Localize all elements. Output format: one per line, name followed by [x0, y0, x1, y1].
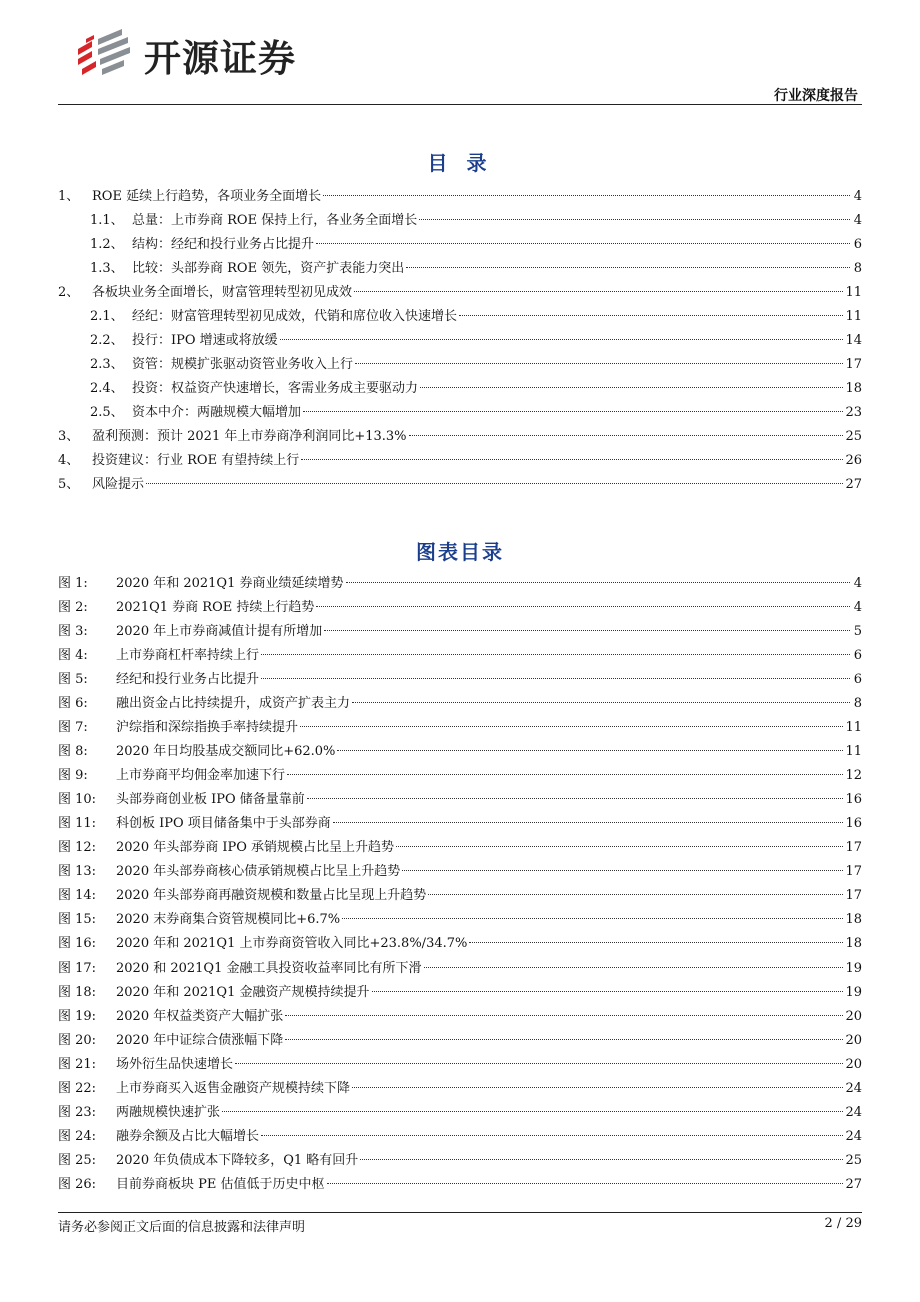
entry-title: 总量：上市券商 ROE 保持上行，各业务全面增长 [132, 213, 418, 228]
entry-page-number: 16 [845, 792, 862, 808]
entry-title: 2020 年头部券商核心债承销规模占比呈上升趋势 [116, 864, 401, 880]
dot-leader [261, 1135, 843, 1136]
entry-title: 2020 年负债成本下降较多，Q1 略有回升 [116, 1152, 359, 1168]
toc-section-entry[interactable] [58, 425, 862, 449]
entry-title: 上市券商杠杆率持续上行 [116, 648, 260, 664]
entry-number: 1.2、 [90, 237, 124, 252]
toc-section-entry[interactable] [58, 185, 862, 209]
entry-title: 2020 年权益类资产大幅扩张 [116, 1008, 284, 1024]
entry-title: 2020 年头部券商再融资规模和数量占比呈现上升趋势 [116, 888, 427, 904]
entry-title: 2020 年上市券商减值计提有所增加 [116, 624, 323, 640]
figure-entry[interactable] [58, 836, 862, 860]
page-header [0, 0, 920, 110]
footer-divider [58, 1212, 862, 1213]
entry-page-number: 24 [845, 1104, 862, 1120]
figure-entry[interactable] [58, 596, 862, 620]
entry-number: 图 21: [58, 1056, 97, 1072]
dot-leader [307, 798, 844, 799]
entry-number: 图 11: [58, 816, 97, 832]
entry-page-number: 8 [853, 696, 862, 712]
dot-leader [396, 846, 843, 847]
figure-entry[interactable] [58, 692, 862, 716]
entry-number: 图 24: [58, 1128, 97, 1144]
dot-leader [327, 1183, 844, 1184]
entry-page-number: 11 [845, 720, 862, 736]
entry-number: 1.3、 [90, 261, 124, 276]
entry-page-number: 6 [853, 648, 862, 664]
entry-page-number: 17 [845, 840, 862, 856]
dot-leader [316, 606, 850, 607]
report-type-label: 行业深度报告 [774, 88, 858, 104]
dot-leader [261, 654, 850, 655]
entry-page-number: 12 [845, 768, 862, 784]
entry-page-number: 6 [853, 672, 862, 688]
dot-leader [235, 1063, 843, 1064]
entry-number: 图 14: [58, 888, 97, 904]
entry-number: 3、 [58, 429, 80, 444]
entry-page-number: 20 [845, 1008, 862, 1024]
figure-entry[interactable] [58, 1053, 862, 1077]
entry-number: 图 20: [58, 1032, 97, 1048]
dot-leader [406, 267, 850, 268]
dot-leader [342, 918, 843, 919]
entry-page-number: 16 [845, 816, 862, 832]
entry-title: 2020 年和 2021Q1 金融资产规模持续提升 [116, 984, 370, 1000]
toc-subsection-entry[interactable] [58, 209, 862, 233]
dot-leader [222, 1111, 843, 1112]
figure-entry[interactable] [58, 1125, 862, 1149]
entry-page-number: 26 [845, 453, 862, 468]
entry-title: 融出资金占比持续提升，成资产扩表主力 [116, 696, 351, 712]
toc-subsection-entry[interactable] [58, 233, 862, 257]
entry-page-number: 4 [853, 600, 862, 616]
entry-page-number: 8 [853, 261, 862, 276]
entry-number: 2.5、 [90, 405, 124, 420]
toc-subsection-entry[interactable] [58, 401, 862, 425]
toc-subsection-entry[interactable] [58, 305, 862, 329]
entry-title: 2020 年日均股基成交额同比+62.0% [116, 744, 336, 760]
entry-title: 比较：头部券商 ROE 领先，资产扩表能力突出 [132, 261, 405, 276]
figure-entry[interactable] [58, 1173, 862, 1197]
figure-entry[interactable] [58, 668, 862, 692]
entry-number: 图 13: [58, 864, 97, 880]
dot-leader [280, 339, 844, 340]
entry-title: ROE 延续上行趋势，各项业务全面增长 [92, 189, 322, 204]
dot-leader [469, 942, 843, 943]
entry-page-number: 4 [853, 576, 862, 591]
brand-logo [76, 28, 296, 82]
figure-entry[interactable] [58, 716, 862, 740]
entry-title: 各板块业务全面增长，财富管理转型初见成效 [92, 285, 353, 300]
figure-entry[interactable] [58, 1149, 862, 1173]
entry-number: 1、 [58, 189, 80, 204]
entry-title: 2020 末券商集合资管规模同比+6.7% [116, 912, 341, 928]
entry-number: 图 8: [58, 744, 88, 760]
entry-title: 经纪和投行业务占比提升 [116, 672, 260, 688]
entry-page-number: 17 [845, 357, 862, 372]
figure-entry[interactable] [58, 981, 862, 1005]
dot-leader [409, 435, 844, 436]
dot-leader [428, 894, 843, 895]
dot-leader [324, 630, 850, 631]
dot-leader [285, 1015, 843, 1016]
toc-subsection-entry[interactable] [58, 353, 862, 377]
entry-page-number: 20 [845, 1056, 862, 1072]
entry-title: 结构：经纪和投行业务占比提升 [132, 237, 315, 252]
entry-title: 资管：规模扩张驱动资管业务收入上行 [132, 357, 354, 372]
entry-title: 资本中介：两融规模大幅增加 [132, 405, 302, 420]
figure-index [58, 572, 862, 1197]
entry-number: 2.3、 [90, 357, 124, 372]
entry-page-number: 27 [845, 1176, 862, 1192]
entry-title: 投资：权益资产快速增长，客需业务成主要驱动力 [132, 381, 419, 396]
brand-name: 开源证券 [144, 37, 296, 80]
entry-number: 图 26: [58, 1176, 97, 1192]
entry-number: 图 25: [58, 1152, 97, 1168]
entry-page-number: 11 [845, 309, 862, 324]
dot-leader [285, 1039, 843, 1040]
entry-title: 2020 年和 2021Q1 上市券商资管收入同比+23.8%/34.7% [116, 936, 468, 952]
entry-page-number: 14 [845, 333, 862, 348]
entry-page-number: 18 [845, 381, 862, 396]
entry-page-number: 5 [853, 624, 862, 640]
figure-entry[interactable] [58, 860, 862, 884]
toc-subsection-entry[interactable] [58, 329, 862, 353]
dot-leader [303, 411, 843, 412]
dot-leader [146, 483, 843, 484]
entry-page-number: 18 [845, 936, 862, 952]
entry-number: 图 19: [58, 1008, 97, 1024]
dot-leader [355, 363, 843, 364]
figure-entry[interactable] [58, 620, 862, 644]
entry-page-number: 19 [845, 984, 862, 1000]
entry-page-number: 24 [845, 1080, 862, 1096]
entry-title: 2020 和 2021Q1 金融工具投资收益率同比有所下滑 [116, 960, 422, 976]
entry-title: 2020 年中证综合债涨幅下降 [116, 1032, 284, 1048]
entry-title: 2020 年头部券商 IPO 承销规模占比呈上升趋势 [116, 840, 395, 856]
entry-number: 图 23: [58, 1104, 97, 1120]
entry-title: 目前券商板块 PE 估值低于历史中枢 [116, 1176, 325, 1192]
figure-entry[interactable] [58, 644, 862, 668]
entry-page-number: 17 [845, 888, 862, 904]
figure-entry[interactable] [58, 1029, 862, 1053]
entry-number: 图 22: [58, 1080, 97, 1096]
entry-number: 图 15: [58, 912, 97, 928]
dot-leader [372, 991, 844, 992]
entry-number: 图 6: [58, 696, 88, 712]
figure-entry[interactable] [58, 740, 862, 764]
logo-mark-icon [76, 29, 134, 81]
dot-leader [261, 678, 850, 679]
entry-number: 2.4、 [90, 381, 124, 396]
toc-subsection-entry[interactable] [58, 377, 862, 401]
entry-number: 图 16: [58, 936, 97, 952]
entry-page-number: 4 [853, 213, 862, 228]
dot-leader [352, 1087, 843, 1088]
entry-title: 投行：IPO 增速或将放缓 [132, 333, 278, 348]
entry-number: 2、 [58, 285, 80, 300]
table-of-contents [58, 185, 862, 497]
dot-leader [419, 219, 850, 220]
entry-title: 风险提示 [92, 477, 145, 492]
entry-page-number: 11 [845, 744, 862, 760]
toc-subsection-entry[interactable] [58, 257, 862, 281]
entry-number: 图 5: [58, 672, 88, 688]
entry-title: 上市券商平均佣金率加速下行 [116, 768, 286, 784]
entry-number: 图 1: [58, 576, 88, 591]
entry-number: 图 4: [58, 648, 88, 664]
dot-leader [352, 702, 850, 703]
entry-title: 场外衍生品快速增长 [116, 1056, 234, 1072]
figure-entry[interactable] [58, 572, 862, 596]
entry-page-number: 4 [853, 189, 862, 204]
page-number: 2 / 29 [824, 1216, 862, 1231]
dot-leader [323, 195, 850, 196]
figure-list-title: 图表目录 [416, 540, 504, 564]
entry-number: 1.1、 [90, 213, 124, 228]
figure-entry[interactable] [58, 788, 862, 812]
entry-title: 投资建议：行业 ROE 有望持续上行 [92, 453, 300, 468]
dot-leader [300, 726, 843, 727]
entry-page-number: 25 [845, 1152, 862, 1168]
dot-leader [354, 291, 843, 292]
dot-leader [360, 1159, 843, 1160]
entry-number: 2.2、 [90, 333, 124, 348]
entry-title: 科创板 IPO 项目储备集中于头部券商 [116, 816, 331, 832]
dot-leader [333, 822, 844, 823]
dot-leader [402, 870, 843, 871]
dot-leader [337, 750, 843, 751]
footer-disclaimer: 请务必参阅正文后面的信息披露和法律声明 [58, 1220, 306, 1235]
dot-leader [420, 387, 843, 388]
figure-entry[interactable] [58, 908, 862, 932]
entry-title: 沪综指和深综指换手率持续提升 [116, 720, 299, 736]
toc-section-entry[interactable] [58, 281, 862, 305]
entry-number: 2.1、 [90, 309, 124, 324]
figure-entry[interactable] [58, 764, 862, 788]
entry-number: 图 7: [58, 720, 88, 736]
figure-entry[interactable] [58, 884, 862, 908]
figure-entry[interactable] [58, 957, 862, 981]
entry-page-number: 6 [853, 237, 862, 252]
entry-page-number: 23 [845, 405, 862, 420]
entry-title: 2020 年和 2021Q1 券商业绩延续增势 [116, 576, 344, 591]
entry-number: 图 2: [58, 600, 88, 616]
figure-entry[interactable] [58, 1005, 862, 1029]
entry-page-number: 20 [845, 1032, 862, 1048]
entry-title: 融券余额及占比大幅增长 [116, 1128, 260, 1144]
figure-entry[interactable] [58, 1101, 862, 1125]
dot-leader [316, 243, 850, 244]
entry-number: 图 10: [58, 792, 97, 808]
entry-page-number: 24 [845, 1128, 862, 1144]
figure-entry[interactable] [58, 812, 862, 836]
entry-page-number: 19 [845, 960, 862, 976]
figure-entry[interactable] [58, 932, 862, 956]
entry-page-number: 27 [845, 477, 862, 492]
entry-title: 2021Q1 券商 ROE 持续上行趋势 [116, 600, 315, 616]
header-divider [58, 104, 862, 105]
entry-title: 盈利预测：预计 2021 年上市券商净利润同比+13.3% [92, 429, 407, 444]
entry-title: 两融规模快速扩张 [116, 1104, 221, 1120]
entry-number: 图 18: [58, 984, 97, 1000]
entry-title: 头部券商创业板 IPO 储备量靠前 [116, 792, 305, 808]
figure-entry[interactable] [58, 1077, 862, 1101]
entry-number: 4、 [58, 453, 80, 468]
entry-title: 经纪：财富管理转型初见成效，代销和席位收入快速增长 [132, 309, 458, 324]
entry-number: 图 17: [58, 960, 97, 976]
toc-title: 目 录 [427, 151, 493, 175]
entry-number: 5、 [58, 477, 80, 492]
entry-number: 图 3: [58, 624, 88, 640]
toc-section-entry[interactable] [58, 473, 862, 497]
entry-page-number: 25 [845, 429, 862, 444]
dot-leader [287, 774, 843, 775]
dot-leader [301, 459, 843, 460]
dot-leader [424, 967, 844, 968]
dot-leader [346, 582, 851, 583]
entry-page-number: 17 [845, 864, 862, 880]
entry-number: 图 12: [58, 840, 97, 856]
entry-title: 上市券商买入返售金融资产规模持续下降 [116, 1080, 351, 1096]
toc-section-entry[interactable] [58, 449, 862, 473]
entry-number: 图 9: [58, 768, 88, 784]
entry-page-number: 11 [845, 285, 862, 300]
dot-leader [459, 315, 843, 316]
entry-page-number: 18 [845, 912, 862, 928]
